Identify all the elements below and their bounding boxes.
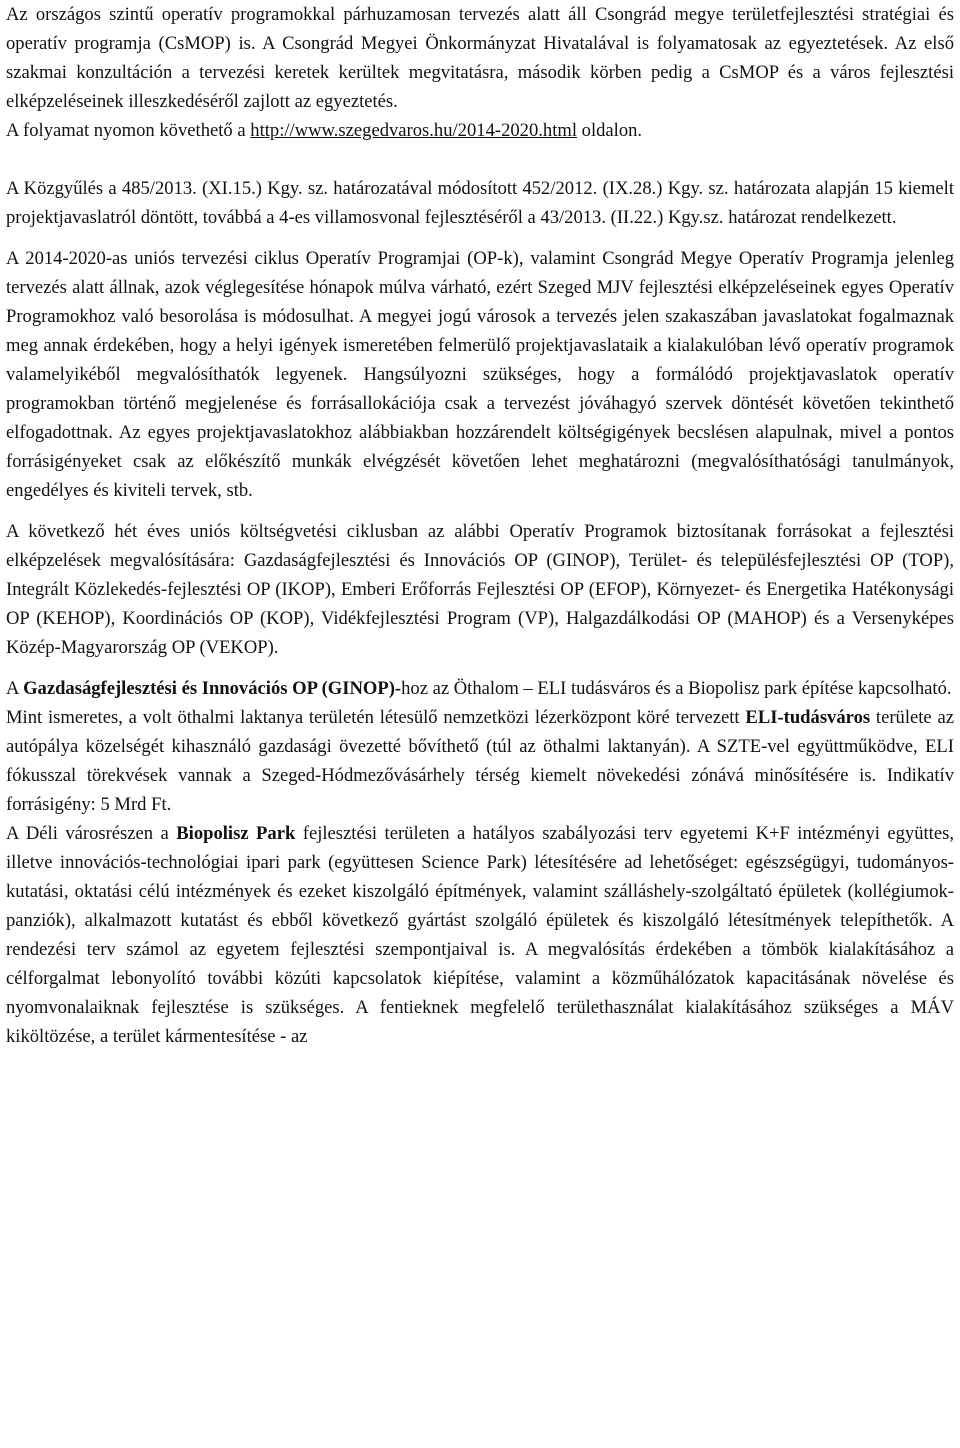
szegedvaros-link[interactable]: http://www.szegedvaros.hu/2014-2020.html <box>250 120 577 141</box>
biopolisz-bold-title: Biopolisz Park <box>176 823 296 844</box>
biopolisz-text-part1: A Déli városrészen a <box>6 823 177 844</box>
biopolisz-text-part2: fejlesztési területen a hatályos szabályozási terv egyetemi K+F intézményi együttes, illetve innovációs-technológiai ipari park (együttesen Science Park) létesítésére ad lehetőséget: egészségügyi, tudományos-kutatási, oktatási célú intézmények és ezeket kiszolgáló építmények, valamint szálláshely-szolgáltató épületek (kollégiumok-panziók), alkalmazott kutatást és ebből következő gyártást szolgáló épületek és kiszolgáló létesítmények telepíthetők. A rendezési terv számol az egyetem fejlesztési szempontjaival is. A megvalósítás érdekében a tömbök kialakításához a célforgalmat lebonyolító további közúti kapcsolatok kiépítése, valamint a közműhálózatok kapacitásának növelése és nyomvonalaiknak fejlesztése is szükséges. A fentieknek megfelelő területhasználat kialakításához szükséges a MÁV kiköltözése, a terület kármentesítése - az <box>6 823 954 1047</box>
ginop-suffix: hoz az Öthalom – ELI tudásváros és a Biopolisz park építése kapcsolható. <box>401 678 952 699</box>
eli-bold-title: ELI-tudásváros <box>745 707 871 728</box>
eli-text-part1: Mint ismeretes, a volt öthalmi laktanya területén létesülő nemzetközi lézerközpont köré tervezett <box>6 707 746 728</box>
ginop-prefix: A <box>6 678 24 699</box>
paragraph-ginop <box>6 674 954 703</box>
paragraph-csmop-planning: Az országos szintű operatív programokkal párhuzamosan tervezés alatt áll Csongrád megye területfejlesztési stratégiai és operatív programja (CsMOP) is. A Csongrád Megyei Önkormányzat Hivatalával is folyamatosak az egyeztetések. Az első szakmai konzultáción a tervezési keretek kerültek megvitatásra, második körben pedig a CsMOP és a város fejlesztési elképzeléseinek illeszkedéséről zajlott az egyeztetés. <box>6 4 954 112</box>
spacer <box>6 505 954 517</box>
spacer <box>6 145 954 174</box>
follow-process-text-after: oldalon. <box>577 120 643 141</box>
paragraph-general-assembly-decision: A Közgyűlés a 485/2013. (XI.15.) Kgy. sz. határozatával módosított 452/2012. (IX.28.) Kgy. sz. határozata alapján 15 kiemelt projektjavaslatról döntött, továbbá a 4-es villamosvonal fejlesztéséről a 43/2013. (II.22.) Kgy.sz. határozat rendelkezett. <box>6 178 954 228</box>
follow-process-text-before: A folyamat nyomon követhető a <box>6 120 251 141</box>
spacer <box>6 662 954 674</box>
paragraph-operative-programs-cycle: A 2014-2020-as uniós tervezési ciklus Operatív Programjai (OP-k), valamint Csongrád Megye Operatív Programja jelenleg tervezés alatt állnak, azok véglegesítése hónapok múlva várható, ezért Szeged MJV fejlesztési elképzeléseinek egyes Operatív Programokhoz való besorolása is módosulhat. A megyei jogú városok a tervezés jelen szakaszában javaslatokat fogalmaznak meg annak érdekében, hogy a helyi igények ismeretében felmerülő projektjavaslataik a kialakulóban lévő operatív programok valamelyikéből megvalósíthatók legyenek. Hangsúlyozni szükséges, hogy a formálódó projektjavaslatok operatív programokban történő megjelenése és forrásallokációja csak a tervezést jóváhagyó szervek döntését követően tekinthető elfogadottnak. Az egyes projektjavaslatokhoz alábbiakban hozzárendelt költségigények becslésen alapulnak, mivel a pontos forrásigényeket csak az előkészítő munkák elvégzését követően lehet meghatározni (megvalósíthatósági tanulmányok, engedélyes és kiviteli tervek, stb. <box>6 248 954 501</box>
ginop-bold-title: Gazdaságfejlesztési és Innovációs OP (GINOP)- <box>23 678 402 699</box>
spacer <box>6 232 954 244</box>
paragraph-eli-knowledge-city <box>6 703 954 819</box>
paragraph-budget-cycle-programs: A következő hét éves uniós költségvetési ciklusban az alábbi Operatív Programok biztosítanak forrásokat a fejlesztési elképzelések megvalósítására: Gazdaságfejlesztési és Innovációs OP (GINOP), Terület- és településfejlesztési OP (TOP), Integrált Közlekedés-fejlesztési OP (IKOP), Emberi Erőforrás Fejlesztési OP (EFOP), Környezet- és Energetika Hatékonysági OP (KEHOP), Koordinációs OP (KOP), Vidékfejlesztési Program (VP), Halgazdálkodási OP (MAHOP) és a Versenyképes Közép-Magyarország OP (VEKOP). <box>6 521 954 658</box>
paragraph-follow-process <box>6 116 954 145</box>
paragraph-biopolisz-park <box>6 819 954 1051</box>
eli-text-part2: területe az autópálya közelségét kihasználó gazdasági övezetté bővíthető (túl az öthalmi laktanyán). A SZTE-vel együttműködve, ELI fókusszal törekvések vannak a Szeged-Hódmezővásárhely térség kiemelt növekedési zónává minősítésére is. Indikatív forrásigény: 5 Mrd Ft. <box>6 707 954 815</box>
